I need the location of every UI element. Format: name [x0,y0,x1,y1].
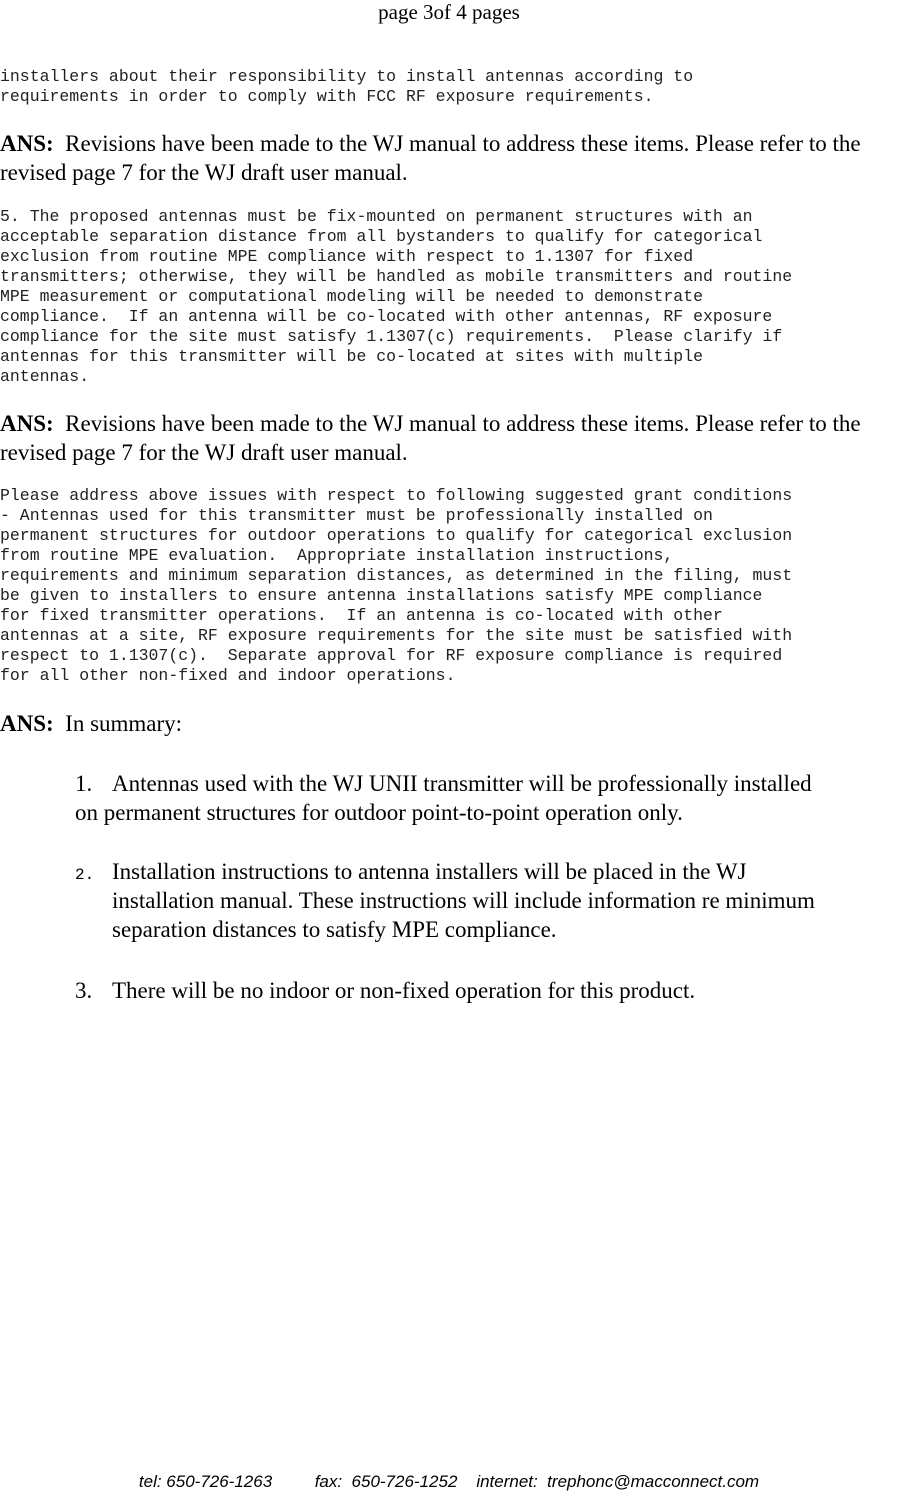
text-line: MPE measurement or computational modeling will be needed to demonstrate [0,287,704,306]
answer-text: In summary: [65,711,183,736]
text-line: compliance. If an antenna will be co-located with other antennas, RF exposure [0,307,773,326]
footer-fax: fax: 650-726-1252 [314,1472,458,1491]
ans-label: ANS: [0,711,54,736]
text-line: antennas. [0,367,90,386]
footer-internet: internet: trephonc@macconnect.com [476,1472,760,1491]
text-line: requirements in order to comply with FCC RF exposure requirements. [0,87,654,106]
page-footer [0,1471,898,1493]
answer-text: Revisions have been made to the WJ manual to address these items. Please refer to the revised page 7 for the WJ draft user manual. [0,411,861,465]
text-line: acceptable separation distance from all bystanders to qualify for categorical [0,227,763,246]
fcc-request-text-continued [0,67,898,107]
text-line: Please address above issues with respect to following suggested grant conditions [0,486,793,505]
text-line: permanent structures for outdoor operations to qualify for categorical exclusion [0,526,793,545]
text-line: for all other non-fixed and indoor operations. [0,666,456,685]
list-number: 3. [75,978,93,1003]
list-item-line: Installation instructions to antenna installers will be placed in the WJ [112,859,747,884]
text-line: transmitters; otherwise, they will be handled as mobile transmitters and routine [0,267,793,286]
text-line: antennas for this transmitter will be co-located at sites with multiple [0,347,704,366]
answer-paragraph-3 [0,709,890,738]
answer-paragraph-1 [0,129,890,187]
ans-label: ANS: [0,131,54,156]
text-line: installers about their responsibility to install antennas according to [0,67,694,86]
text-line: - Antennas used for this transmitter must be professionally installed on [0,506,713,525]
fcc-grant-conditions [0,486,898,686]
answer-paragraph-2 [0,409,890,467]
fcc-request-item-5 [0,207,898,387]
list-item-line: on permanent structures for outdoor point-to-point operation only. [75,800,683,825]
list-number [75,857,94,890]
list-item-line: Antennas used with the WJ UNII transmitter will be professionally installed [112,771,812,796]
footer-tel: tel: 650-726-1263 [138,1472,273,1491]
list-number: 1. [75,771,93,796]
text-line: for fixed transmitter operations. If an antenna is co-located with other [0,606,723,625]
text-line: antennas at a site, RF exposure requirements for the site must be satisfied with [0,626,793,645]
text-line: 5. The proposed antennas must be fix-mounted on permanent structures with an [0,207,753,226]
text-line: exclusion from routine MPE compliance with respect to 1.1307 for fixed [0,247,694,266]
answer-text: Revisions have been made to the WJ manual to address these items. Please refer to the revised page 7 for the WJ draft user manual. [0,131,861,185]
text-line: from routine MPE evaluation. Appropriate installation instructions, [0,546,674,565]
ans-label: ANS: [0,411,54,436]
page-header: page 3of 4 pages [378,0,520,24]
text-line: compliance for the site must satisfy 1.1307(c) requirements. Please clarify if [0,327,783,346]
list-item-line: There will be no indoor or non-fixed operation for this product. [112,978,696,1003]
list-item-line: installation manual. These instructions will include information re minimum [112,888,815,913]
text-line: be given to installers to ensure antenna installations satisfy MPE compliance [0,586,763,605]
list-number-text: 2. [75,866,95,884]
text-line: requirements and minimum separation distances, as determined in the filing, must [0,566,793,585]
list-item-line: separation distances to satisfy MPE compliance. [112,917,557,942]
text-line: respect to 1.1307(c). Separate approval for RF exposure compliance is required [0,646,783,665]
